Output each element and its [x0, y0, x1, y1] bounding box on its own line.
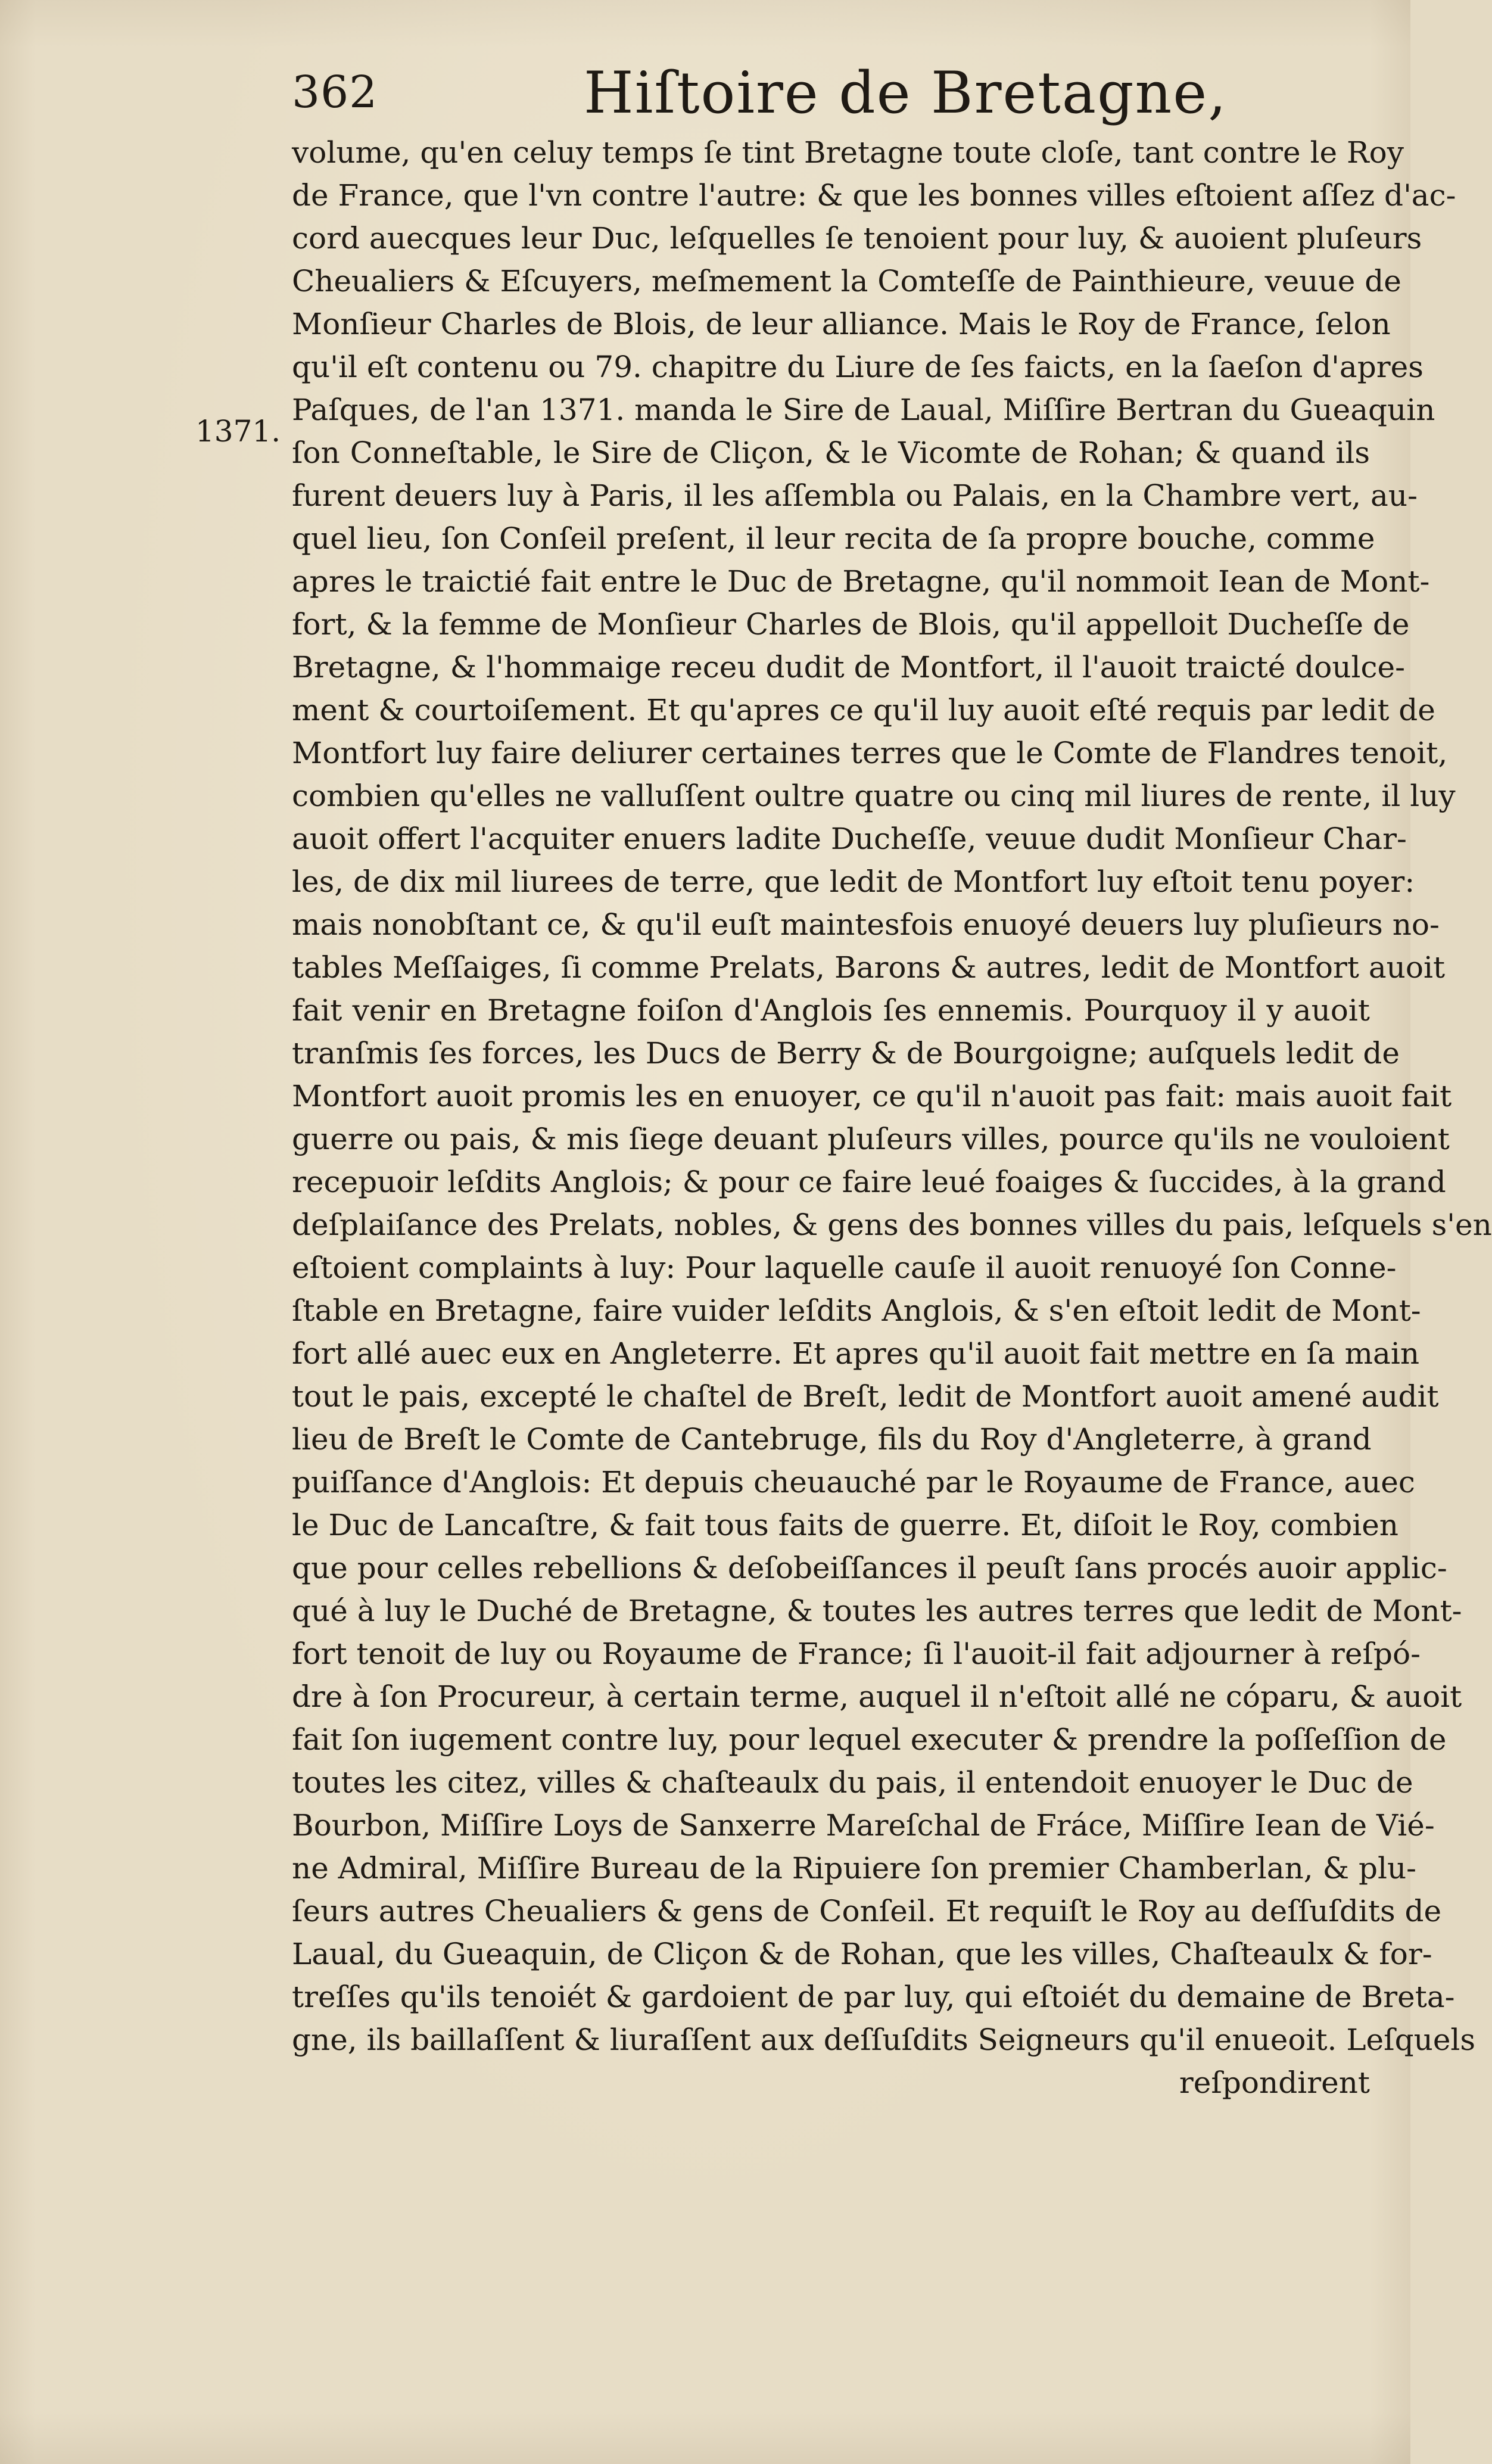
text-line: ſeurs autres Cheualiers & gens de Conſeil. Et requiſt le Roy au deſſuſdits de — [292, 1894, 1442, 1928]
text-line: eſtoient complaints à luy: Pour laquelle cauſe il auoit renuoyé ſon Conne- — [292, 1250, 1397, 1285]
text-line: quel lieu, ſon Conſeil preſent, il leur recita de ſa propre bouche, comme — [292, 521, 1375, 556]
text-line: Montfort auoit promis les en enuoyer, ce qu'il n'auoit pas fait: mais auoit fait — [292, 1079, 1452, 1113]
text-line: Montfort luy faire deliurer certaines terres que le Comte de Flandres tenoit, — [292, 736, 1448, 770]
text-line: qué à luy le Duché de Bretagne, & toutes les autres terres que ledit de Mont- — [292, 1594, 1462, 1628]
margin-year-note: 1371. — [195, 414, 281, 449]
text-line: Bourbon, Miſſire Loys de Sanxerre Mareſchal de Fráce, Miſſire Iean de Vié- — [292, 1808, 1435, 1843]
text-line: volume, qu'en celuy temps ſe tint Bretagne toute cloſe, tant contre le Roy — [292, 135, 1404, 170]
text-line: tables Meſſaiges, ſi comme Prelats, Barons & autres, ledit de Montfort auoit — [292, 950, 1446, 985]
text-line: Laual, du Gueaquin, de Cliçon & de Rohan, que les villes, Chaſteaulx & for- — [292, 1937, 1432, 1971]
text-line: fort tenoit de luy ou Royaume de France; ſi l'auoit-il fait adjourner à reſpó- — [292, 1637, 1421, 1671]
text-line: fort, & la femme de Monſieur Charles de Blois, qu'il appelloit Ducheſſe de — [292, 607, 1410, 642]
text-line: Paſques, de l'an 1371. manda le Sire de Laual, Miſſire Bertran du Gueaquin — [292, 393, 1435, 427]
text-line: fait venir en Bretagne foiſon d'Anglois ſes ennemis. Pourquoy il y auoit — [292, 993, 1370, 1028]
text-line: ment & courtoiſement. Et qu'apres ce qu'il luy auoit eſté requis par ledit de — [292, 693, 1435, 727]
text-line: qu'il eſt contenu ou 79. chapitre du Liure de ſes faicts, en la ſaeſon d'apres — [292, 350, 1424, 384]
text-line: gne, ils baillaſſent & liuraſſent aux deſſuſdits Seigneurs qu'il enueoit. Leſquels — [292, 2023, 1476, 2057]
text-line: apres le traictié fait entre le Duc de Bretagne, qu'il nommoit Iean de Mont- — [292, 564, 1430, 599]
text-line: deſplaiſance des Prelats, nobles, & gens des bonnes villes du pais, leſquels s'en — [292, 1208, 1492, 1242]
text-line: ne Admiral, Miſſire Bureau de la Ripuiere ſon premier Chamberlan, & plu- — [292, 1851, 1417, 1886]
text-line: cord auecques leur Duc, leſquelles ſe tenoient pour luy, & auoient pluſeurs — [292, 221, 1422, 256]
text-line: le Duc de Lancaſtre, & fait tous faits de guerre. Et, diſoit le Roy, combien — [292, 1508, 1399, 1542]
text-line: furent deuers luy à Paris, il les aſſembla ou Palais, en la Chambre vert, au- — [292, 478, 1418, 513]
text-line: auoit offert l'acquiter enuers ladite Ducheſſe, veuue dudit Monſieur Char- — [292, 822, 1407, 856]
text-line: fait ſon iugement contre luy, pour lequel executer & prendre la poſſeſſion de — [292, 1722, 1447, 1757]
catchword: reſpondirent — [1179, 2065, 1370, 2100]
text-line: tranſmis ſes forces, les Ducs de Berry & de Bourgoigne; auſquels ledit de — [292, 1036, 1400, 1071]
text-line: Cheualiers & Eſcuyers, meſmement la Comteſſe de Painthieure, veuue de — [292, 264, 1401, 298]
text-line: lieu de Breſt le Comte de Cantebruge, fils du Roy d'Angleterre, à grand — [292, 1422, 1372, 1457]
text-line: puiſſance d'Anglois: Et depuis cheuauché par le Royaume de France, auec — [292, 1465, 1415, 1499]
body-text — [292, 131, 1492, 2104]
text-line: ſtable en Bretagne, faire vuider leſdits Anglois, & s'en eſtoit ledit de Mont- — [292, 1293, 1421, 1328]
text-line: guerre ou pais, & mis ſiege deuant pluſeurs villes, pource qu'ils ne vouloient — [292, 1122, 1450, 1156]
text-line: que pour celles rebellions & deſobeiſſances il peuſt ſans procés auoir applic- — [292, 1551, 1447, 1585]
text-line: Monſieur Charles de Blois, de leur alliance. Mais le Roy de France, ſelon — [292, 307, 1391, 341]
text-line: toutes les citez, villes & chaſteaulx du pais, il entendoit enuoyer le Duc de — [292, 1765, 1413, 1800]
text-line: tout le pais, excepté le chaſtel de Breſt, ledit de Montfort auoit amené audit — [292, 1379, 1439, 1414]
running-title: Hiſtoire de Bretagne, — [584, 60, 1228, 126]
text-line: mais nonobſtant ce, & qu'il euſt maintesfois enuoyé deuers luy pluſieurs no- — [292, 907, 1440, 942]
text-line: dre à ſon Procureur, à certain terme, auquel il n'eſtoit allé ne cóparu, & auoit — [292, 1679, 1462, 1714]
text-line: les, de dix mil liurees de terre, que ledit de Montfort luy eſtoit tenu poyer: — [292, 864, 1415, 899]
page-header — [292, 60, 1388, 130]
page-number: 362 — [292, 67, 378, 118]
text-line: combien qu'elles ne valluſſent oultre quatre ou cinq mil liures de rente, il luy — [292, 779, 1456, 813]
text-line: ſon Conneſtable, le Sire de Cliçon, & le Vicomte de Rohan; & quand ils — [292, 435, 1370, 470]
text-line: recepuoir leſdits Anglois; & pour ce faire leué foaiges & ſuccides, à la grand — [292, 1165, 1446, 1199]
text-line: de France, que l'vn contre l'autre: & que les bonnes villes eſtoient aſſez d'ac- — [292, 178, 1456, 213]
text-line: Bretagne, & l'hommaige receu dudit de Montfort, il l'auoit traicté doulce- — [292, 650, 1405, 685]
text-line: treſſes qu'ils tenoiét & gardoient de par luy, qui eſtoiét du demaine de Breta- — [292, 1980, 1455, 2014]
text-line: fort allé auec eux en Angleterre. Et apres qu'il auoit fait mettre en ſa main — [292, 1336, 1420, 1371]
